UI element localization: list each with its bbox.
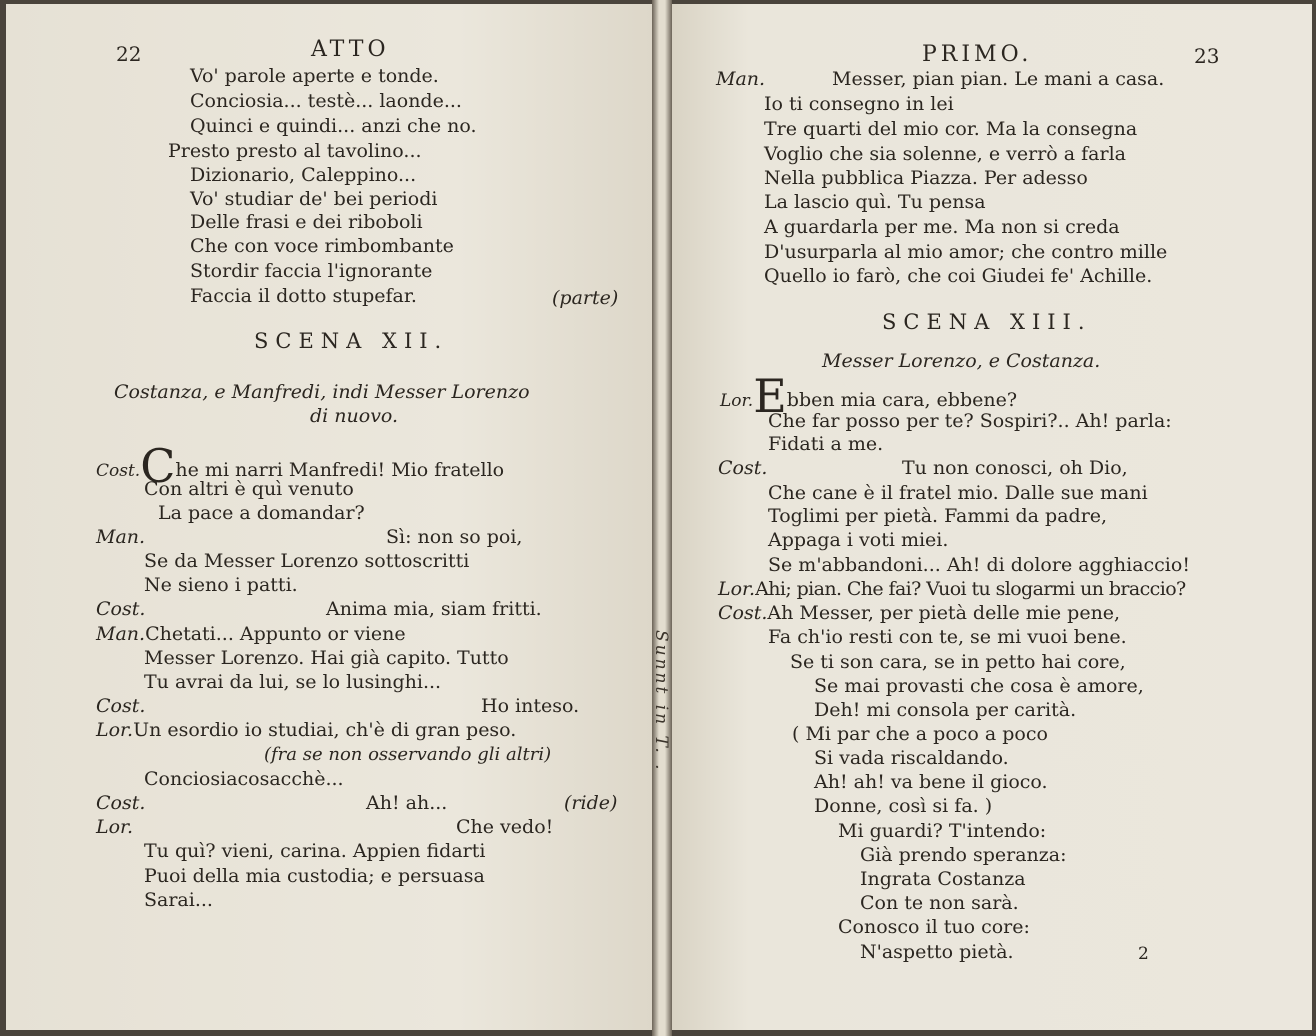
dialogue-line: Se mai provasti che cosa è amore, (814, 675, 1144, 697)
verse-line: La lascio quì. Tu pensa (764, 191, 986, 213)
page-number-left: 22 (116, 42, 142, 66)
speaker-label: Man. (96, 623, 146, 645)
line-text: Un esordio io studiai, ch'è di gran peso. (133, 719, 517, 741)
running-head-left: ATTO (311, 37, 390, 62)
signature-mark: 2 (1138, 944, 1149, 964)
speaker-label: Cost. (96, 695, 146, 717)
scene-persons: Costanza, e Manfredi, indi Messer Lorenzo (114, 381, 530, 403)
speaker-label: Cost. (96, 461, 141, 481)
stage-direction: (parte) (552, 287, 619, 309)
dialogue-line: Con te non sarà. (860, 892, 1019, 914)
dialogue-line: Ah! ah! va bene il gioco. (814, 771, 1048, 793)
dialogue-line: Tu avrai da lui, se lo lusinghi... (144, 671, 442, 693)
line-text: bben mia cara, ebbene? (786, 389, 1018, 411)
line-text: Ho inteso. (481, 695, 580, 717)
stage-direction: (fra se non osservando gli altri) (264, 744, 552, 765)
verse-line: Nella pubblica Piazza. Per adesso (764, 167, 1088, 189)
verse-line: A guardarla per me. Ma non si creda (764, 216, 1120, 238)
verse-line: Che con voce rimbombante (190, 235, 454, 257)
dialogue-line (96, 815, 554, 839)
line-text: Che vedo! (456, 816, 554, 838)
dialogue-line: Ne sieno i patti. (144, 574, 298, 596)
dialogue-line: Già prendo speranza: (860, 844, 1067, 866)
dialogue-line: Si vada riscaldando. (814, 747, 1009, 769)
drop-cap: C (140, 439, 176, 493)
page-number-right: 23 (1194, 44, 1220, 68)
running-head-right: PRIMO. (922, 42, 1033, 67)
speaker-label: Cost. (718, 602, 768, 624)
dialogue-line: Se da Messer Lorenzo sottoscritti (144, 550, 470, 572)
dialogue-line: Mi guardi? T'intendo: (838, 820, 1047, 842)
dialogue-line: ( Mi par che a poco a poco (792, 723, 1048, 745)
verse-line: Dizionario, Caleppino... (190, 164, 417, 186)
dialogue-line: Puoi della mia custodia; e persuasa (144, 865, 485, 887)
dialogue-line (96, 622, 406, 646)
dialogue-line (716, 67, 1165, 91)
line-text: Sì: non so poi, (386, 526, 523, 548)
verse-line: Vo' studiar de' bei periodi (190, 188, 438, 210)
line-text: he mi narri Manfredi! Mio fratello (175, 459, 505, 481)
verse-line: Quinci e quindi... anzi che no. (190, 115, 477, 137)
left-page (6, 4, 653, 1030)
line-text: Tu non conosci, oh Dio, (902, 457, 1128, 479)
verse-line: Vo' parole aperte e tonde. (190, 65, 439, 87)
verse-line: Faccia il dotto stupefar. (190, 285, 417, 307)
dialogue-line: Che cane è il fratel mio. Dalle sue mani (768, 482, 1148, 504)
speaker-label: Lor. (720, 391, 754, 411)
speaker-label: Man. (96, 526, 146, 548)
scene-persons: Messer Lorenzo, e Costanza. (822, 350, 1101, 372)
dialogue-line: Che far posso per te? Sospiri?.. Ah! parla: (768, 410, 1172, 432)
speaker-label: Lor. (96, 816, 134, 838)
speaker-label: Lor. (718, 578, 756, 600)
dialogue-line: Conciosiacosacchè... (144, 768, 344, 790)
dialogue-line (96, 694, 580, 718)
stage-direction: (ride) (564, 792, 618, 814)
line-text: Ah Messer, per pietà delle mie pene, (767, 602, 1121, 624)
scene-heading: SCENA XIII. (882, 310, 1092, 334)
line-text: Chetati... Appunto or viene (145, 623, 406, 645)
scene-heading: SCENA XII. (254, 329, 449, 353)
dialogue-line: La pace a domandar? (158, 502, 365, 524)
dialogue-line: Ingrata Costanza (860, 868, 1026, 890)
dialogue-line (718, 456, 1128, 480)
dialogue-line: Messer Lorenzo. Hai già capito. Tutto (144, 647, 509, 669)
verse-line: Presto presto al tavolino... (168, 140, 422, 162)
dialogue-line: N'aspetto pietà. (860, 941, 1014, 963)
dialogue-line: Sarai... (144, 889, 213, 911)
verse-line: Io ti consegno in lei (764, 93, 954, 115)
right-page (672, 4, 1312, 1030)
speaker-label: Lor. (96, 719, 134, 741)
speaker-label: Cost. (718, 457, 768, 479)
line-text: Anima mia, siam fritti. (326, 598, 542, 620)
dialogue-line: Deh! mi consola per carità. (814, 699, 1077, 721)
verse-line: Stordir faccia l'ignorante (190, 260, 433, 282)
dialogue-line: Se ti son cara, se in petto hai core, (790, 651, 1126, 673)
dialogue-line: Conosco il tuo core: (838, 916, 1030, 938)
dialogue-line (96, 597, 542, 621)
dialogue-line: Toglimi per pietà. Fammi da padre, (768, 505, 1108, 527)
dialogue-line: Donne, così si fa. ) (814, 795, 993, 817)
dialogue-line: Con altri è quì venuto (144, 478, 354, 500)
speaker-label: Cost. (96, 598, 146, 620)
dialogue-line: Tu quì? vieni, carina. Appien fidarti (144, 840, 486, 862)
speaker-label: Man. (716, 68, 766, 90)
dialogue-line: Fa ch'io resti con te, se mi vuoi bene. (768, 626, 1127, 648)
verse-line: D'usurparla al mio amor; che contro mille (764, 241, 1168, 263)
dialogue-line (96, 525, 523, 549)
dialogue-line (718, 601, 1120, 625)
dialogue-line: Appaga i voti miei. (768, 529, 949, 551)
verse-line: Delle frasi e dei riboboli (190, 211, 423, 233)
verse-line: Tre quarti del mio cor. Ma la consegna (764, 118, 1138, 140)
dialogue-line (96, 791, 618, 815)
line-text: Ah! ah... (366, 792, 448, 814)
verse-line: Conciosia... testè... laonde... (190, 90, 462, 112)
dialogue-line (96, 718, 516, 742)
dialogue-line: Fidati a me. (768, 433, 884, 455)
dialogue-line (718, 577, 1186, 601)
line-text: Ahi; pian. Che fai? Vuoi tu slogarmi un braccio? (755, 578, 1186, 600)
scene-persons: di nuovo. (310, 405, 399, 427)
verse-line: Voglio che sia solenne, e verrò a farla (764, 143, 1126, 165)
line-text: Messer, pian pian. Le mani a casa. (832, 68, 1165, 90)
speaker-label: Cost. (96, 792, 146, 814)
dialogue-line: Se m'abbandoni... Ah! di dolore agghiaccio! (768, 554, 1190, 576)
verse-line: Quello io farò, che coi Giudei fe' Achille. (764, 265, 1153, 287)
spine-inscription: Sunnt in T. . (651, 630, 671, 773)
drop-cap: E (753, 369, 787, 423)
